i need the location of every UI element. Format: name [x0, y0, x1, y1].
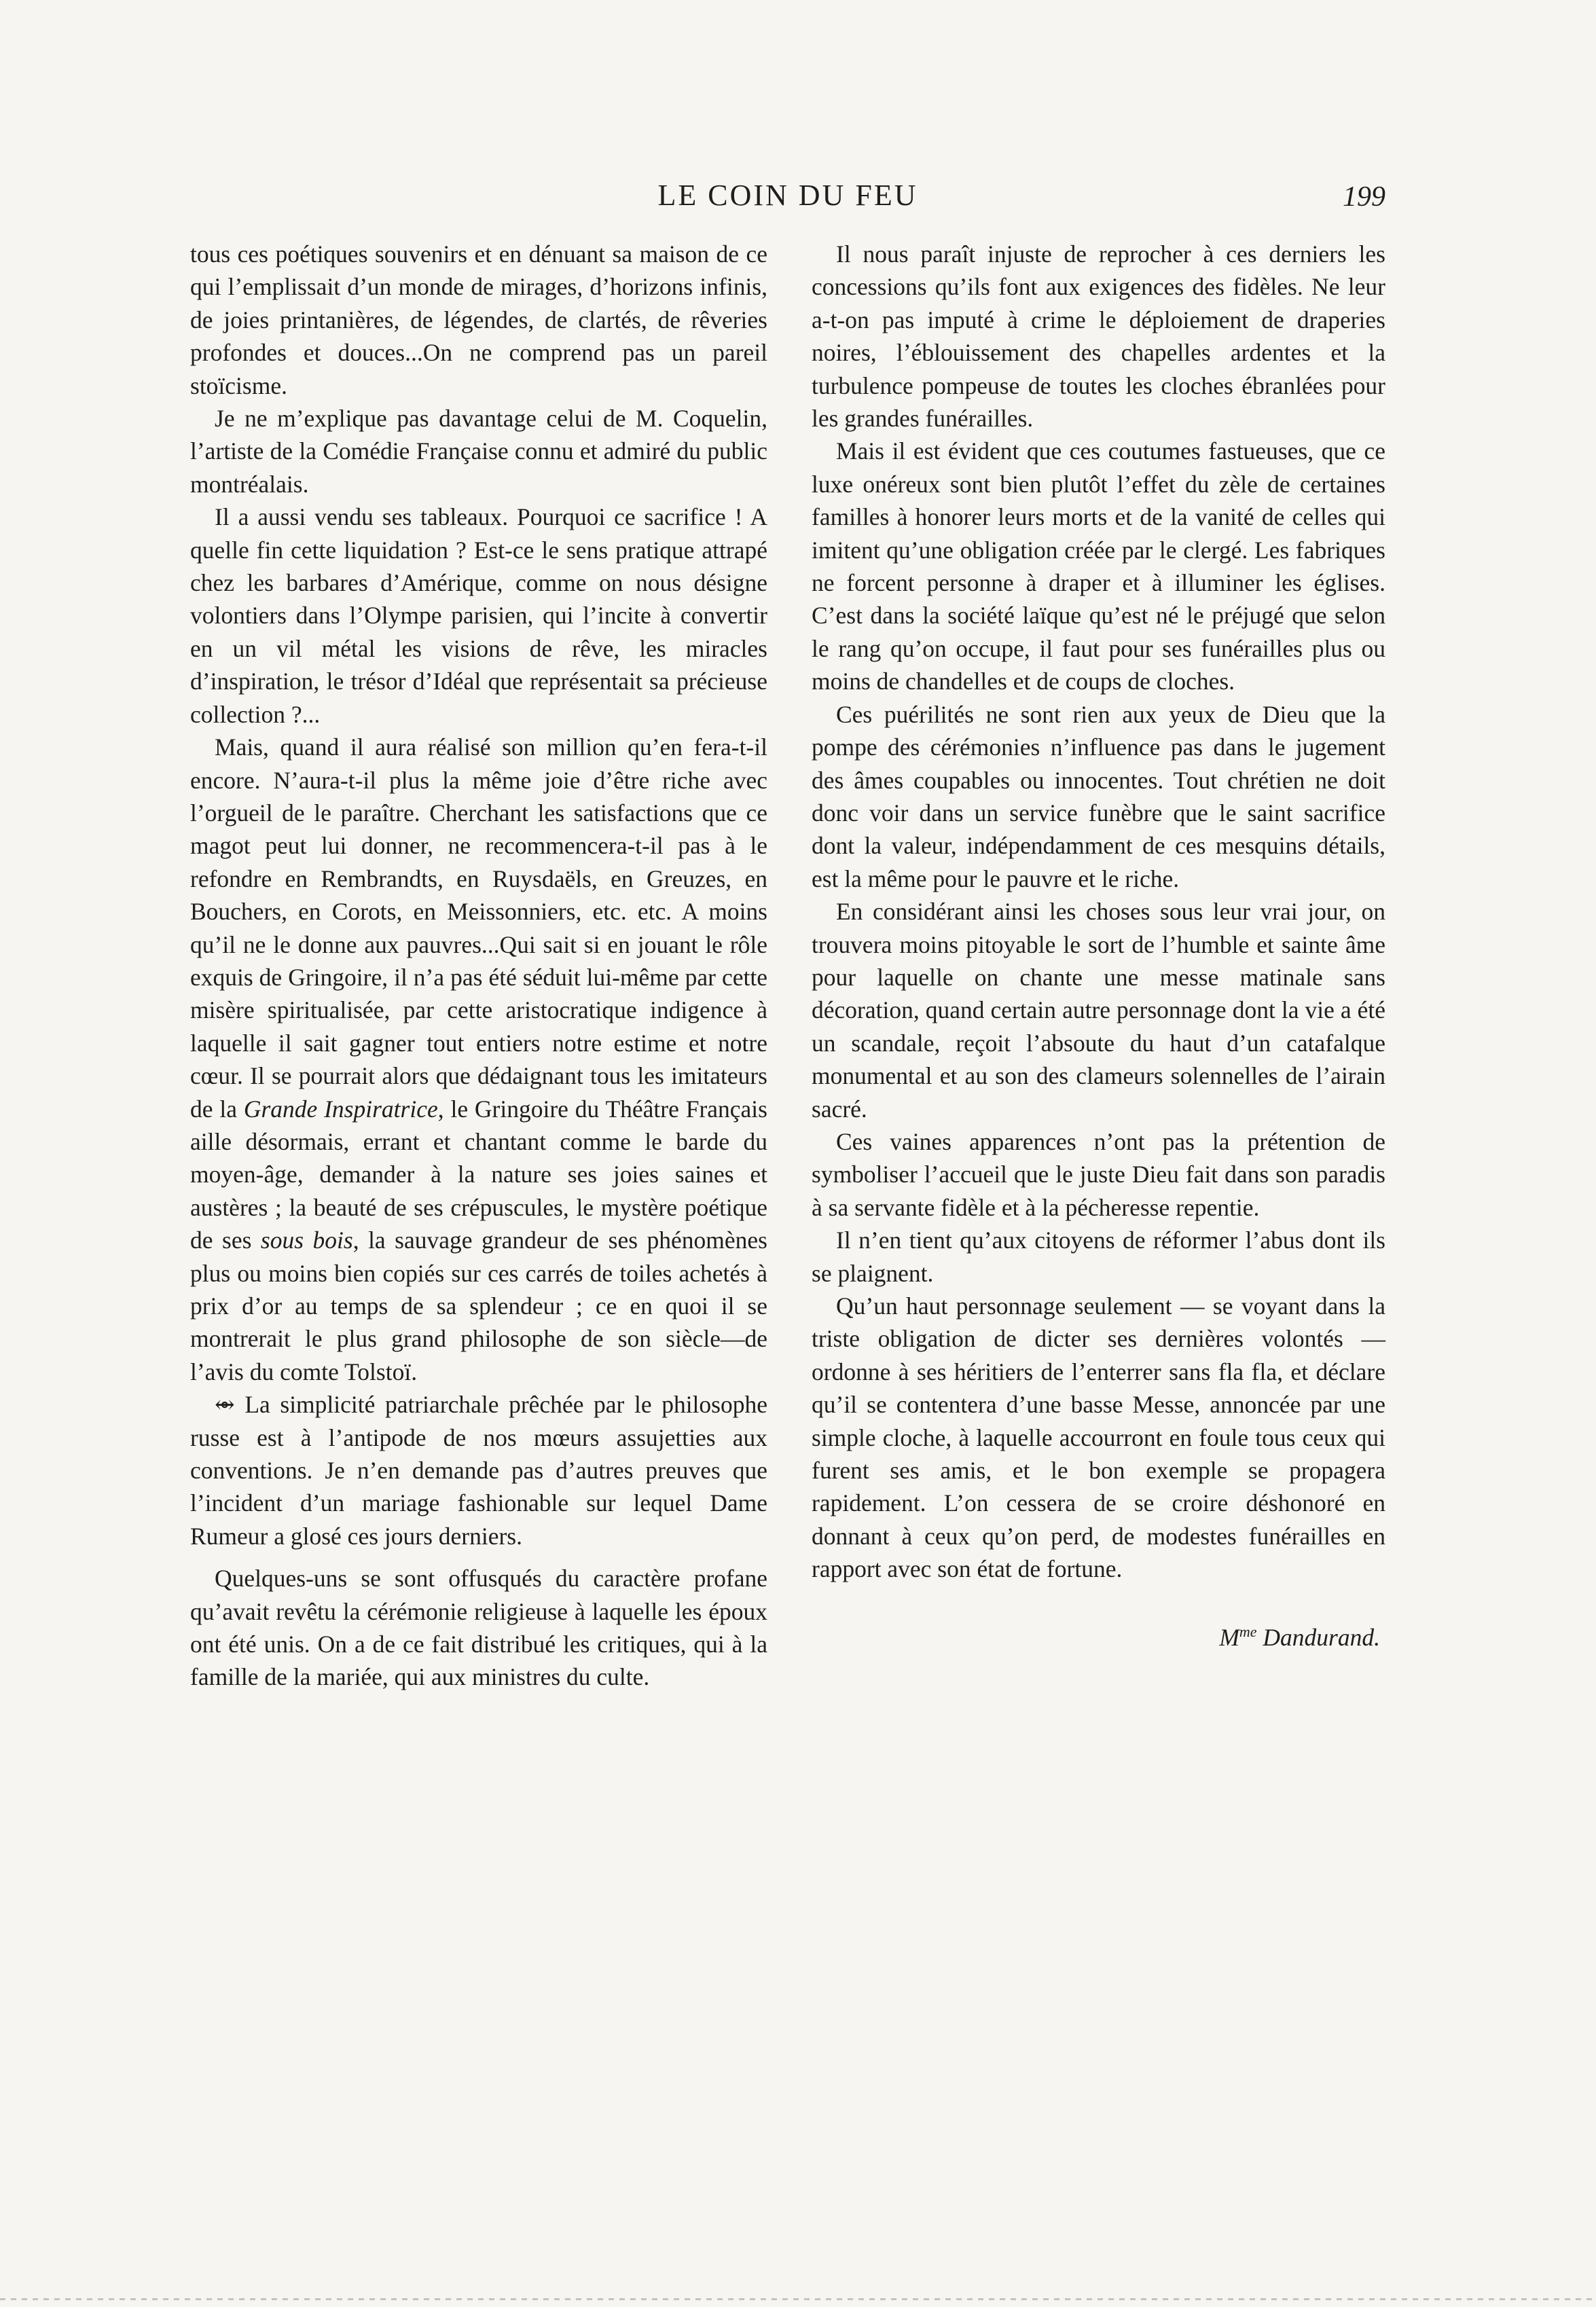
paragraph-text: , le Gringoire du Théâtre Français aille désormais, errant et chantant comme le barde du moyen-âge, demander à la nature ses joies saines et austères ; la beauté de ses crépuscules, le mystère poétique de ses: [190, 1095, 767, 1254]
paragraph-text: , la sauvage grandeur de ses phénomènes plus ou moins bien copiés sur ces carrés de toiles achetés à prix d’or au temps de sa splendeur ; ce en quoi il se montrerait le plus grand philosophe de son siècle—de l’avis du comte Tolstoï.: [190, 1227, 767, 1385]
right-column: [812, 238, 1385, 1654]
paragraph: tous ces poétiques souvenirs et en dénuant sa maison de ce qui l’emplissait d’un monde de mirages, d’horizons infinis, de joies printanières, de légendes, de clartés, de rêveries profondes et douces...On ne comprend pas un pareil stoïcisme.: [190, 240, 767, 399]
paragraph: Qu’un haut personnage seulement — se voyant dans la triste obligation de dicter ses dernières volontés — ordonne à ses héritiers de l’enterrer sans fla fla, et déclare qu’il se contentera d’une basse Messe, annoncée par une simple cloche, à laquelle accourront en foule tous ceux qui furent ses amis, et le bon exemple se propagera rapidement. L’on cessera de se croire déshonoré en donnant à ceux qu’on perd, de modestes funérailles en rapport avec son état de fortune.: [812, 1292, 1385, 1583]
paragraph: Ces vaines apparences n’ont pas la prétention de symboliser l’accueil que le juste Dieu fait dans son paradis à sa servante fidèle et à la pécheresse repentie.: [812, 1127, 1385, 1221]
signature-name: Dandurand.: [1256, 1623, 1380, 1651]
author-signature: [812, 1616, 1385, 1654]
paragraph: Je ne m’explique pas davantage celui de M. Coquelin, l’artiste de la Comédie Française connu et admiré du public montréalais.: [190, 405, 767, 498]
paragraph: Il nous paraît injuste de reprocher à ces derniers les concessions qu’ils font aux exigences des fidèles. Ne leur a-t-on pas imputé à crime le déploiement de draperies noires, l’éblouissement des chapelles ardentes et la turbulence pompeuse de toutes les cloches ébranlées pour les grandes funérailles.: [812, 240, 1385, 433]
paragraph: Quelques-uns se sont offusqués du caractère profane qu’avait revêtu la cérémonie religieuse à laquelle les époux ont été unis. On a de ce fait distribué les critiques, qui à la famille de la mariée, qui aux ministres du culte.: [190, 1565, 767, 1691]
paragraph: Mais il est évident que ces coutumes fastueuses, que ce luxe onéreux sont bien plutôt l’effet du zèle de certaines familles à honorer leurs morts et de la vanité de celles qui imitent qu’une obligation créée par le clergé. Les fabriques ne forcent personne à draper et à illuminer les églises. C’est dans la société laïque qu’est né le préjugé que selon le rang qu’on occupe, il faut pour ses funérailles plus ou moins de chandelles et de coups de cloches.: [812, 437, 1385, 695]
paragraph: [190, 731, 767, 1388]
left-column: [190, 238, 767, 1694]
paragraph: Ces puérilités ne sont rien aux yeux de Dieu que la pompe des cérémonies n’influence pas dans le jugement des âmes coupables ou innocentes. Tout chrétien ne doit donc voir dans un service funèbre que le saint sacrifice dont la valeur, indépendamment de ces mesquins détails, est la même pour le pauvre et le riche.: [812, 700, 1385, 892]
signature-superscript: me: [1239, 1622, 1257, 1640]
paragraph: Il n’en tient qu’aux citoyens de réformer l’abus dont ils se plaignent.: [812, 1227, 1385, 1287]
italic-phrase: sous bois: [260, 1227, 353, 1254]
signature-prefix: M: [1219, 1623, 1239, 1651]
running-title: LE COIN DU FEU: [657, 179, 918, 212]
paragraph: ⥈ La simplicité patriarchale prêchée par le philosophe russe est à l’antipode de nos mœurs assujetties aux conventions. Je n’en demande pas d’autres preuves que l’incident d’un mariage fashionable sur lequel Dame Rumeur a glosé ces jours derniers.: [190, 1391, 767, 1550]
paragraph: Il a aussi vendu ses tableaux. Pourquoi ce sacrifice ! A quelle fin cette liquidation ? Est-ce le sens pratique attrapé chez les barbares d’Amérique, comme on nous désigne volontiers dans l’Olympe parisien, qui l’incite à convertir en un vil métal les visions de rêve, les miracles d’inspiration, le trésor d’Idéal que représentait sa précieuse collection ?...: [190, 503, 767, 728]
paragraph-text: Mais, quand il aura réalisé son million qu’en fera-t-il encore. N’aura-t-il plus la même joie d’être riche avec l’orgueil de le paraître. Cherchant les satisfactions que ce magot peut lui donner, ne recommencera-t-il pas à le refondre en Rembrandts, en Ruysdaëls, en Greuzes, en Bouchers, en Corots, en Meissonniers, etc. etc. A moins qu’il ne le donne aux pauvres...Qui sait si en jouant le rôle exquis de Gringoire, il n’a pas été séduit lui-même par cette misère spiritualisée, par cette aristocratique indigence à laquelle il sait gagner tout entiers notre estime et notre cœur. Il se pourrait alors que dédaignant tous les imitateurs de la: [190, 733, 767, 1123]
page-number: 199: [1343, 181, 1385, 213]
page-header: [190, 178, 1385, 219]
italic-title: Grande Inspiratrice: [243, 1095, 438, 1123]
scan-edge: [0, 2298, 1596, 2300]
paragraph: En considérant ainsi les choses sous leur vrai jour, on trouvera moins pitoyable le sort de l’humble et sainte âme pour laquelle on chante une messe matinale sans décoration, quand certain autre personnage dont la vie a été un scandale, reçoit l’absoute du haut d’un catafalque monumental et au son des clameurs solennelles de l’airain sacré.: [812, 898, 1385, 1123]
